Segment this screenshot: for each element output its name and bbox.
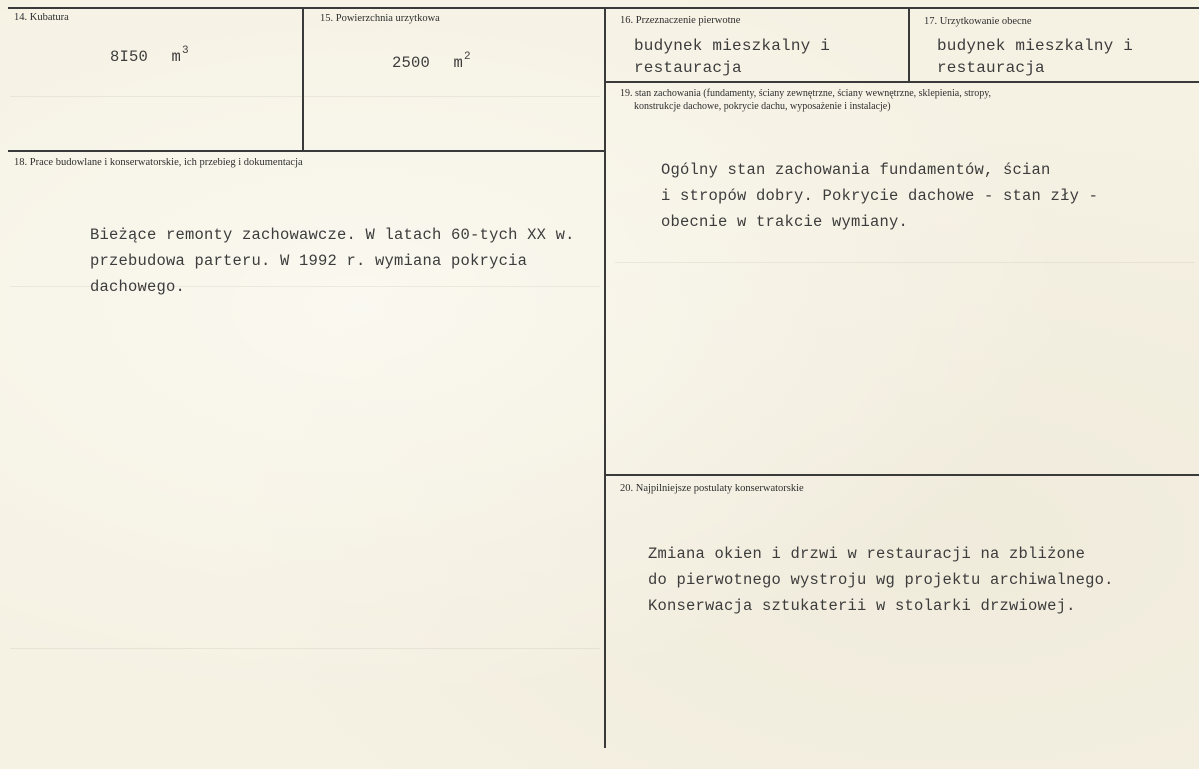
- field-19-line-3: obecnie w trakcie wymiany.: [661, 213, 909, 231]
- field-17-value-line-2: restauracja: [937, 59, 1045, 77]
- field-20-line-1: Zmiana okien i drzwi w restauracji na zbliżone: [648, 545, 1086, 563]
- field-20-line-3: Konserwacja sztukaterii w stolarki drzwiowej.: [648, 597, 1076, 615]
- area-unit: $m^2$: [453, 51, 471, 72]
- center-divider: [604, 7, 606, 748]
- rule-above-20: [606, 474, 1199, 476]
- field-18-label: 18. Prace budowlane i konserwatorskie, ich przebieg i dokumentacja: [14, 157, 303, 168]
- volume-number: 8I50: [110, 48, 149, 66]
- divider-14-15: [302, 7, 304, 150]
- field-14-label: 14. Kubatura: [14, 12, 69, 23]
- field-16-value-line-2: restauracja: [634, 59, 742, 77]
- field-19-label-line-1: 19. stan zachowania (fundamenty, ściany zewnętrzne, ściany wewnętrzne, sklepienia, stropy,: [620, 88, 992, 99]
- rule-under-16-17: [606, 81, 1199, 83]
- field-17-value-line-1: budynek mieszkalny i: [937, 37, 1134, 55]
- field-15-label: 15. Powierzchnia urzytkowa: [320, 13, 440, 24]
- volume-unit: $m^3$: [171, 45, 189, 66]
- field-18-line-1: Bieżące remonty zachowawcze. W latach 60-tych XX w.: [90, 226, 575, 244]
- field-15-value: [392, 50, 471, 76]
- paper-texture-line: [10, 96, 600, 97]
- field-20-label: 20. Najpilniejsze postulaty konserwatorskie: [620, 483, 804, 494]
- paper-texture-line: [10, 648, 600, 649]
- field-16-label: 16. Przeznaczenie pierwotne: [620, 15, 741, 26]
- paper-texture-line: [615, 262, 1195, 263]
- field-19-label-line-2: konstrukcje dachowe, pokrycie dachu, wyposażenie i instalacje): [634, 101, 891, 112]
- field-19-line-1: Ogólny stan zachowania fundamentów, ścian: [661, 161, 1051, 179]
- rule-under-14-15: [8, 150, 606, 152]
- field-19-line-2: i stropów dobry. Pokrycie dachowe - stan zły -: [661, 187, 1099, 205]
- divider-16-17: [908, 7, 910, 81]
- area-number: 2500: [392, 54, 431, 72]
- field-16-value-line-1: budynek mieszkalny i: [634, 37, 831, 55]
- field-18-line-2: przebudowa parteru. W 1992 r. wymiana pokrycia: [90, 252, 528, 270]
- field-14-value: [110, 44, 189, 70]
- field-17-label: 17. Urzytkowanie obecne: [924, 16, 1032, 27]
- field-20-line-2: do pierwotnego wystroju wg projektu archiwalnego.: [648, 571, 1114, 589]
- field-18-line-3: dachowego.: [90, 278, 186, 296]
